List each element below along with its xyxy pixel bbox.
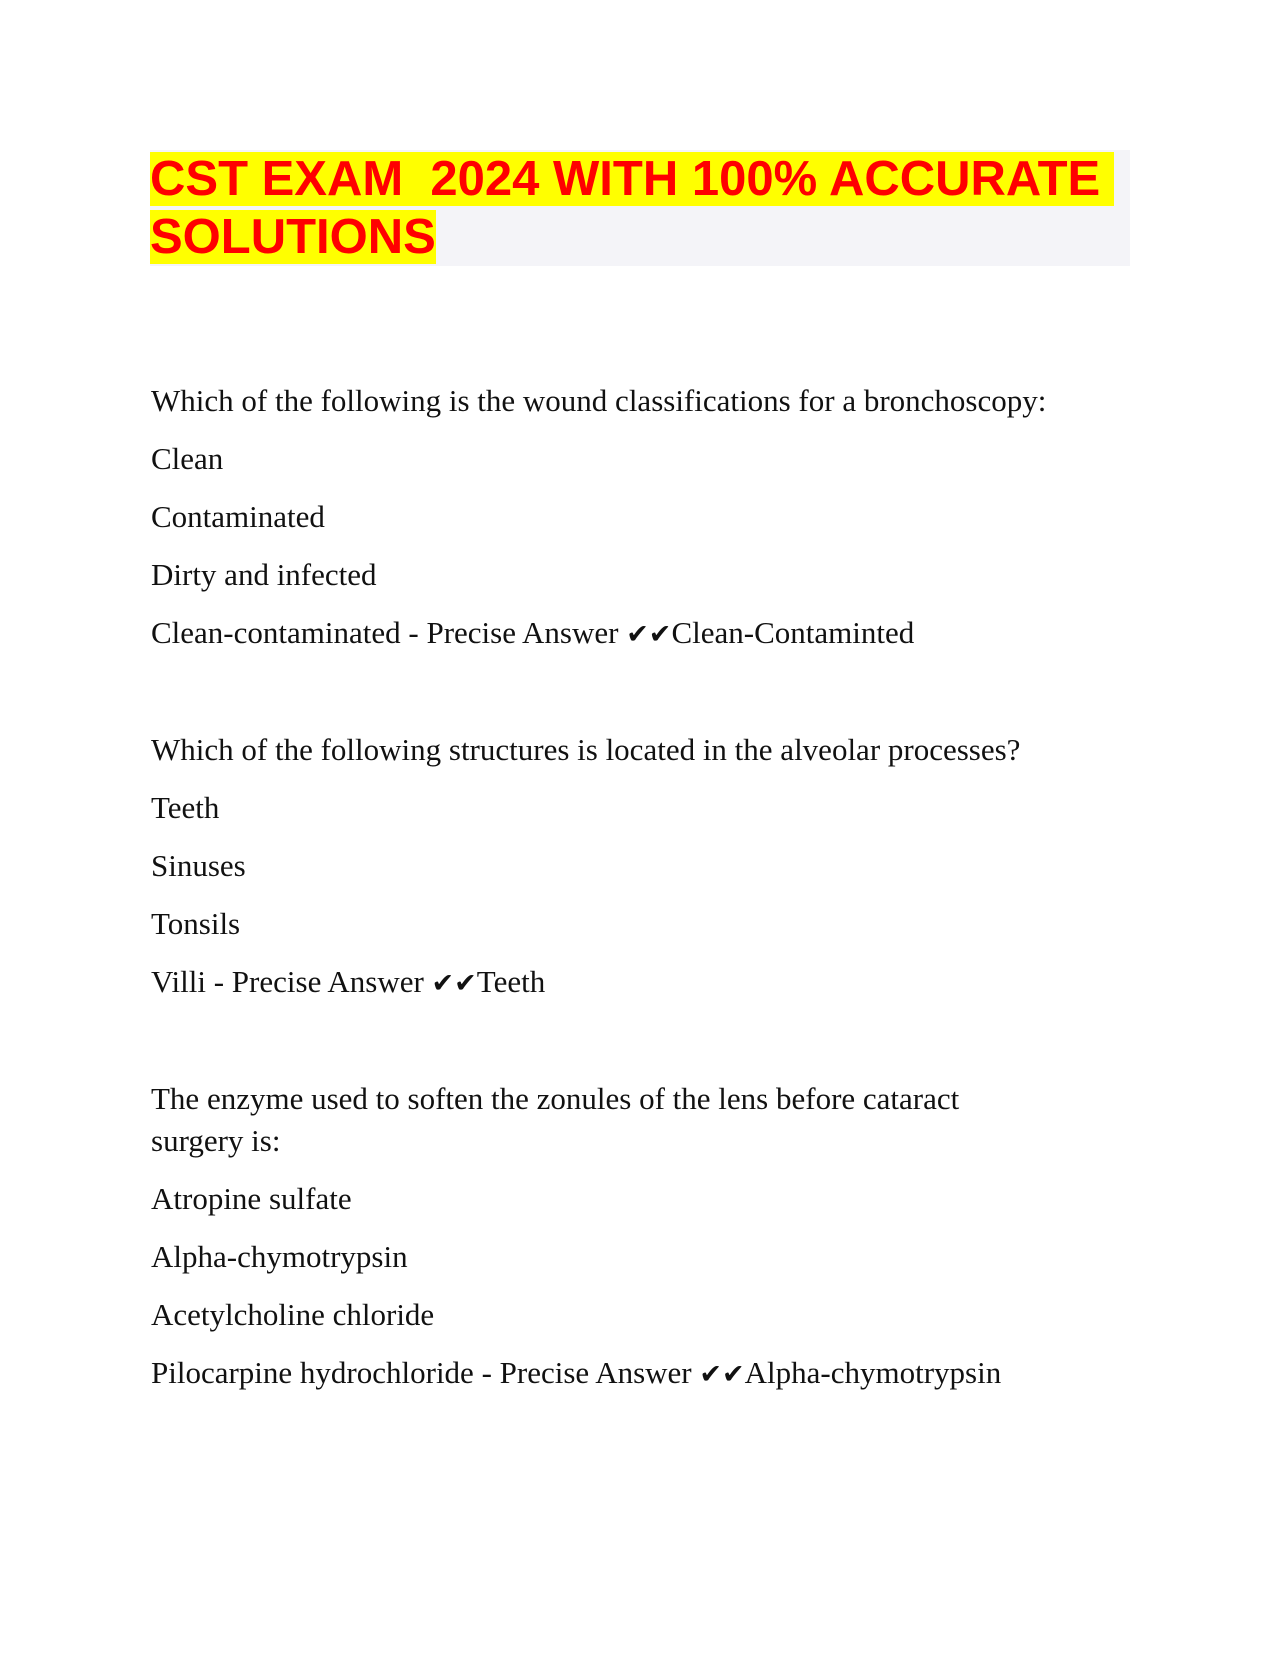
answer-line [151,612,1131,656]
last-option: Clean-contaminated [151,615,401,650]
answer-text: Clean-Contaminted [671,615,915,650]
question-block-2 [151,729,1131,1005]
document-title [150,150,1130,266]
option-item: Contaminated [151,499,325,534]
option-item: Dirty and infected [151,557,377,592]
title-block [150,150,1130,266]
question-text: Which of the following structures is located in the alveolar processes? [151,732,1021,767]
question-text: Which of the following is the wound classifications for a bronchoscopy: [151,383,1047,418]
answer-line [151,961,1131,1005]
double-check-icon: ✔✔ [626,619,672,650]
question-block-1 [151,380,1131,656]
double-check-icon: ✔✔ [699,1359,745,1390]
answer-line [151,1352,1051,1396]
option-item: Atropine sulfate [151,1181,352,1216]
last-option: Villi [151,964,206,999]
option-item: Acetylcholine chloride [151,1297,435,1332]
double-check-icon: ✔✔ [431,968,477,999]
question-block-3 [151,1078,1051,1396]
answer-prefix: - Precise Answer [400,615,627,650]
answer-prefix: - Precise Answer [205,964,432,999]
answer-prefix: - Precise Answer [473,1355,700,1390]
last-option: Pilocarpine hydrochloride [151,1355,474,1390]
answer-text: Alpha-chymotrypsin [744,1355,1002,1390]
option-item: Clean [151,441,224,476]
answer-text: Teeth [476,964,546,999]
title-highlight: CST EXAM 2024 WITH 100% ACCURATE SOLUTIONS [150,152,1114,264]
option-item: Sinuses [151,848,246,883]
option-item: Tonsils [151,906,241,941]
question-text: The enzyme used to soften the zonules of the lens before cataract surgery is: [151,1081,960,1158]
option-item: Alpha-chymotrypsin [151,1239,408,1274]
option-item: Teeth [151,790,220,825]
